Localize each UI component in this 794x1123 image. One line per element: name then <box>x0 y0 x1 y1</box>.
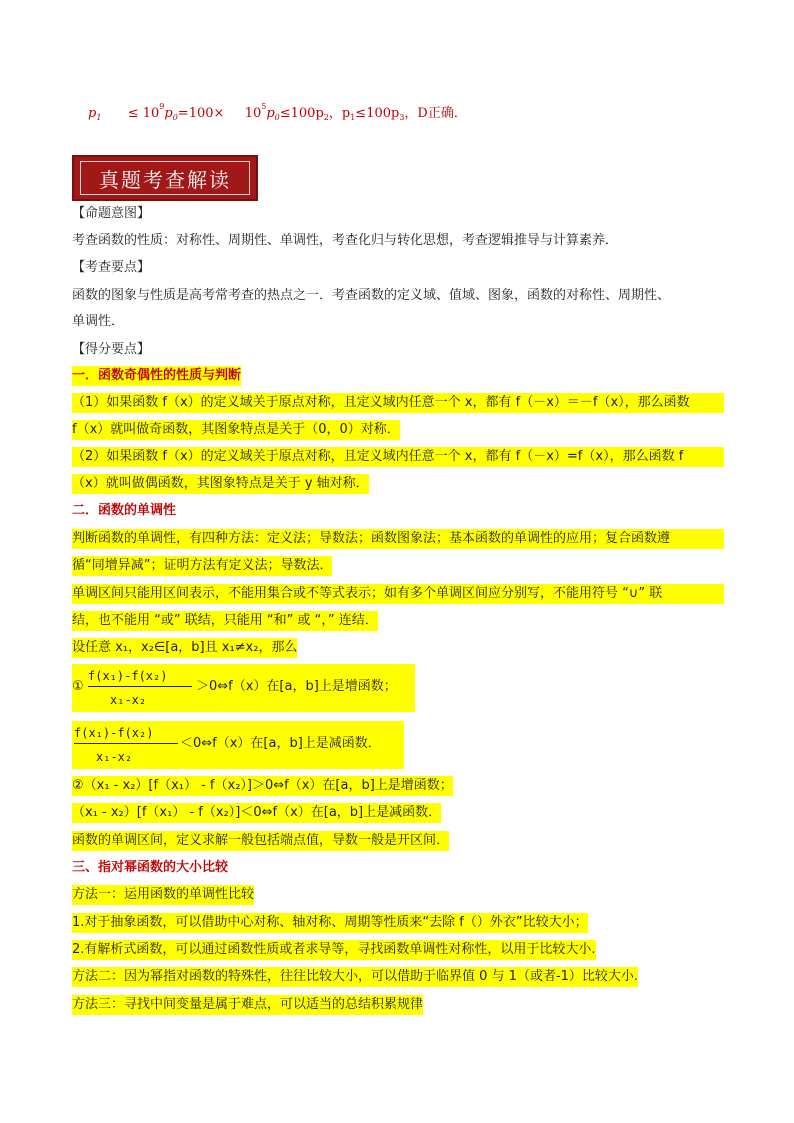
part1-title: 一．函数奇偶性的性质与判断 <box>72 366 241 386</box>
points-text-2: 单调性． <box>72 314 125 329</box>
banner-title: 真题考查解读 <box>80 161 250 195</box>
fraction-numerator: f(x₁)-f(x₂) <box>88 669 168 683</box>
d-correct: ，D正确． <box>404 106 467 121</box>
top-formula-line <box>88 104 467 125</box>
le-100p2: $\le 100p_2$ <box>279 106 329 122</box>
part3-line-2: 1.对于抽象函数，可以借助中心对称、轴对称、周期等性质来“去除 f（）外衣”比较大小； <box>72 913 588 933</box>
part1-line-2: f（x）就叫做奇函数，其图象特点是关于（0，0）对称． <box>72 420 400 440</box>
le-ten: ≤ $10^9$ <box>127 102 165 121</box>
le-100p3: $\le 100p_3$ <box>355 106 405 122</box>
fraction-increasing-block <box>72 664 415 712</box>
intent-text: 考查函数的性质：对称性、周期性、单调性，考查化归与转化思想，考查逻辑推导与计算素养． <box>72 233 619 248</box>
part2-line-6: ②（x₁ - x₂）[f（x₁） - f（x₂）]＞0⇔f（x）在[a，b]上是增函数； <box>72 776 453 796</box>
part1-line-1: （1）如果函数 f（x）的定义域关于原点对称，且定义域内任意一个 x，都有 f（－x）＝－f（x），那么函数 <box>72 393 724 413</box>
part3-line-4: 方法二：因为幂指对函数的特殊性，往往比较大小，可以借助于临界值 0 与 1（或者-1）比较大小. <box>72 967 638 987</box>
p1-le: ，$p_1$ <box>328 106 356 122</box>
decreasing-condition: ＜0⇔f（x）在[a，b]上是减函数． <box>180 736 381 751</box>
part2-title: 二．函数的单调性 <box>72 503 177 518</box>
intent-tag: 【命题意图】 <box>72 206 151 221</box>
part2-line-3: 单调区间只能用区间表示，不能用集合或不等式表示；如有多个单调区间应分别写，不能用符号 “∪” 联 <box>72 584 724 604</box>
part3-title: 三、指对幂函数的大小比较 <box>72 860 229 875</box>
p0-symbol-2: $p_0$ <box>266 106 280 122</box>
fraction-denominator: x₁-x₂ <box>110 693 147 707</box>
part3-line-3: 2.有解析式函数，可以通过函数性质或者求导等，寻找函数单调性对称性，以用于比较大小. <box>72 940 596 960</box>
fraction-bar-2 <box>74 743 178 744</box>
score-tag: 【得分要点】 <box>72 342 151 357</box>
part2-line-2: 循“同增异减”；证明方法有定义法；导数法． <box>72 556 332 576</box>
circle-one: ① <box>72 679 84 694</box>
fraction-denominator-2: x₁-x₂ <box>96 750 133 764</box>
part1-line-4: （x）就叫做偶函数，其图象特点是关于 y 轴对称． <box>72 474 369 494</box>
part2-line-5: 设任意 x₁，x₂∈[a，b]且 x₁≠x₂，那么 <box>72 638 297 658</box>
part1-line-3: （2）如果函数 f（x）的定义域关于原点对称，且定义域内任意一个 x，都有 f（－x）=f（x），那么函数 f <box>72 447 724 467</box>
part2-line-1: 判断函数的单调性，有四种方法：定义法；导数法；函数图象法；基本函数的单调性的应用；复合函数遵 <box>72 529 724 549</box>
eq-100: =100× <box>177 106 225 121</box>
increasing-condition: ＞0⇔f（x）在[a，b]上是增函数； <box>196 679 397 694</box>
fraction-bar <box>88 686 192 687</box>
fraction-decreasing-block <box>72 721 404 769</box>
fraction-numerator-2: f(x₁)-f(x₂) <box>74 726 154 740</box>
part3-line-1: 方法一：运用函数的单调性比较 <box>72 885 254 905</box>
points-text-1: 函数的图象与性质是高考常考查的热点之一．考查函数的定义域、值域、图象，函数的对称性、周期性、 <box>72 288 671 303</box>
ten-exp: $10^5$ <box>244 102 267 121</box>
points-tag: 【考查要点】 <box>72 260 151 275</box>
p1-symbol: $p_1$ <box>88 106 102 122</box>
section-banner <box>72 155 258 201</box>
part2-line-7: （x₁ - x₂）[f（x₁） - f（x₂）]＜0⇔f（x）在[a，b]上是减函数． <box>72 803 441 823</box>
part2-line-8: 函数的单调区间，定义求解一般包括端点值，导数一般是开区间． <box>72 831 449 851</box>
part2-line-4: 结，也不能用 “或” 联结，只能用 “和” 或 “，” 连结． <box>72 611 378 631</box>
part3-line-5: 方法三：寻找中间变量是属于难点，可以适当的总结积累规律 <box>72 995 423 1015</box>
p0-symbol: $p_0$ <box>164 106 178 122</box>
